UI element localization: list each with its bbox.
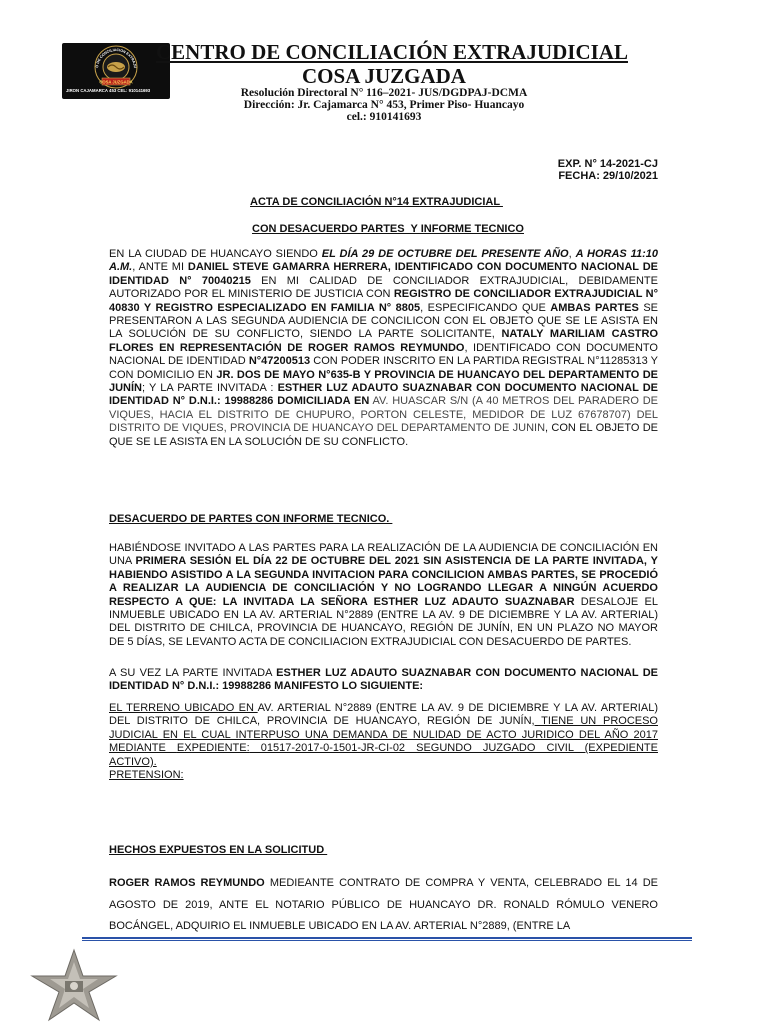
acta-intro-paragraph: EN LA CIUDAD DE HUANCAYO SIENDO EL DÍA 29 DE OCTUBRE DEL PRESENTE AÑO, A HORAS 11:10 A.M., ANTE MI DANIEL STEVE GAMARRA HERRERA, IDENTIFICADO CON DOCUMENTO NACIONAL DE IDENTIDAD N° 70040215 EN MI CALIDAD DE CONCILIADOR EXTRAJUDICIAL, DEBIDAMENTE AUTORIZADO POR EL MINISTERIO DE JUSTICIA CON REGISTRO DE CONCILIADOR EXTRAJUDICIAL N° 40830 Y REGISTRO ESPECIALIZADO EN FAMILIA N° 8805, ESPECIFICANDO QUE AMBAS PARTES SE PRESENTARON A LAS SEGUNDA AUDIENCIA DE CONCILICON CON EL OBJETO QUE SE LE ASISTA EN LA SOLUCIÓN DE SU CONFLICTO, SIENDO LA PARTE SOLICITANTE, NATALY MARILIAM CASTRO FLORES EN REPRESENTACIÓN DE ROGER RAMOS REYMUNDO, IDENTIFICADO CON DOCUMENTO NACIONAL DE IDENTIDAD N°47200513 CON PODER INSCRITO EN LA PARTIDA REGISTRAL N°11285313 Y CON DOMICILIO EN JR. DOS DE MAYO N°635-B Y PROVINCIA DE HUANCAYO DEL DEPARTAMENTO DE JUNÍN; Y LA PARTE INVITADA : ESTHER LUZ ADAUTO SUAZNABAR CON DOCUMENTO NACIONAL DE IDENTIDAD N° D.N.I.: 19988286 DOMICILIADA EN AV. HUASCAR S/N (A 40 METROS DEL PARADERO DE VIQUES, HACIA EL DISTRITO DE CHUPURO, PORTON CELESTE, MEDIDOR DE LUZ 67678707) DEL DISTRITO DE VIQUES, PROVINCIA DE HUANCAYO DEL DEPARTAMENTO DE JUNIN, CON EL OBJETO DE QUE SE LE ASISTA EN LA SOLUCIÓN DE SU CONFLICTO. — [109, 248, 659, 448]
invitada-statement-intro: A SU VEZ LA PARTE INVITADA ESTHER LUZ ADAUTO SUAZNABAR CON DOCUMENTO NACIONAL DE IDENTIDAD N° D.N.I.: 19988286 MANIFESTO LO SIGUIENTE: — [109, 667, 658, 693]
logo-ring-text: O DE CONCILIACION EXTRAJU — [95, 47, 138, 69]
invitada-statement-paragraph: EL TERRENO UBICADO EN AV. ARTERIAL N°2889 (ENTRE LA AV. 9 DE DICIEMBRE Y LA AV. ARTERIAL) DEL DISTRITO DE CHILCA, PROVINCIA DE HUANCAYO, REGIÓN DE JUNÍN, TIENE UN PROCESO JUDICIAL EN EL CUAL INTERPUSO UNA DEMANDA DE NULIDAD DE ACTO JURIDICO DEL AÑO 2017 MEDIANTE EXPEDIENTE: 01517-2017-0-1501-JR-CI-02 SEGUNDO JUZGADO CIVIL (EXPEDIENTE ACTIVO). PRETENSION: — [109, 702, 658, 782]
desacuerdo-paragraph: HABIÉNDOSE INVITADO A LAS PARTES PARA LA REALIZACIÓN DE LA AUDIENCIA DE CONCILIACIÓN EN UNA PRIMERA SESIÓN EL DÍA 22 DE OCTUBRE DEL 2021 SIN ASISTENCIA DE LA PARTE INVITADA, Y HABIENDO ASISTIDO A LA SEGUNDA INVITACION PARA CONCILICION AMBAS PARTES, SE PROCEDIÓ A REALIZAR LA AUDIENCIA DE CONCILIACIÓN Y NO LOGRANDO LLEGAR A NINGÚN ACUERDO RESPECTO A QUE: LA INVITADA LA SEÑORA ESTHER LUZ ADAUTO SUAZNABAR DESALOJE EL INMUEBLE UBICADO EN LA AV. ARTERIAL N°2889 (ENTRE LA AV. 9 DE DICIEMBRE Y LA AV. ARTERIAL) DEL DISTRITO DE CHILCA, PROVINCIA DE HUANCAYO, REGIÓN DE JUNÍN, EN UN PLAZO NO MAYOR DE 5 DÍAS, SE LEVANTO ACTA DE CONCILIACION EXTRAJUDICIAL CON DESACUERDO DE PARTES. — [109, 542, 658, 648]
phone-line: cel.: 910141693 — [346, 111, 422, 123]
center-subtitle: COSA JUZGADA — [302, 64, 466, 88]
center-title: CENTRO DE CONCILIACIÓN EXTRAJUDICIAL — [156, 40, 628, 64]
expediente-number: EXP. N° 14-2021-CJ — [557, 158, 658, 170]
logo-footer-text: JIRON CAJAMARCA 453 CEL: 910141693 — [66, 88, 151, 93]
acta-subtitle: CON DESACUERDO PARTES Y INFORME TECNICO — [252, 223, 524, 235]
footer-divider — [82, 937, 692, 941]
resolution-line: Resolución Directoral N° 116–2021- JUS/DGDPAJ-DCMA — [240, 87, 528, 99]
section-desacuerdo-title: DESACUERDO DE PARTES CON INFORME TECNICO. — [109, 513, 393, 525]
pretension-label: PRETENSION: — [109, 769, 184, 782]
star-seal-icon — [28, 948, 120, 1024]
section-hechos-title: HECHOS EXPUESTOS EN LA SOLICITUD — [109, 844, 328, 856]
logo-badge-text: COSA JUZGADA — [99, 79, 133, 85]
address-line: Dirección: Jr. Cajamarca N° 453, Primer Piso- Huancayo — [243, 99, 525, 111]
expediente-date: FECHA: 29/10/2021 — [558, 170, 658, 182]
acta-title: ACTA DE CONCILIACIÓN N°14 EXTRAJUDICIAL — [250, 196, 503, 208]
hechos-paragraph: ROGER RAMOS REYMUNDO MEDIEANTE CONTRATO DE COMPRA Y VENTA, CELEBRADO EL 14 DE AGOSTO DE 2019, ANTE EL NOTARIO PÚBLICO DE HUANCAYO DR. RONALD RÓMULO VENERO BOCÁNGEL, ADQUIRIO EL INMUEBLE UBICADO EN LA AV. ARTERIAL N°2889, (ENTRE LA — [109, 877, 659, 932]
